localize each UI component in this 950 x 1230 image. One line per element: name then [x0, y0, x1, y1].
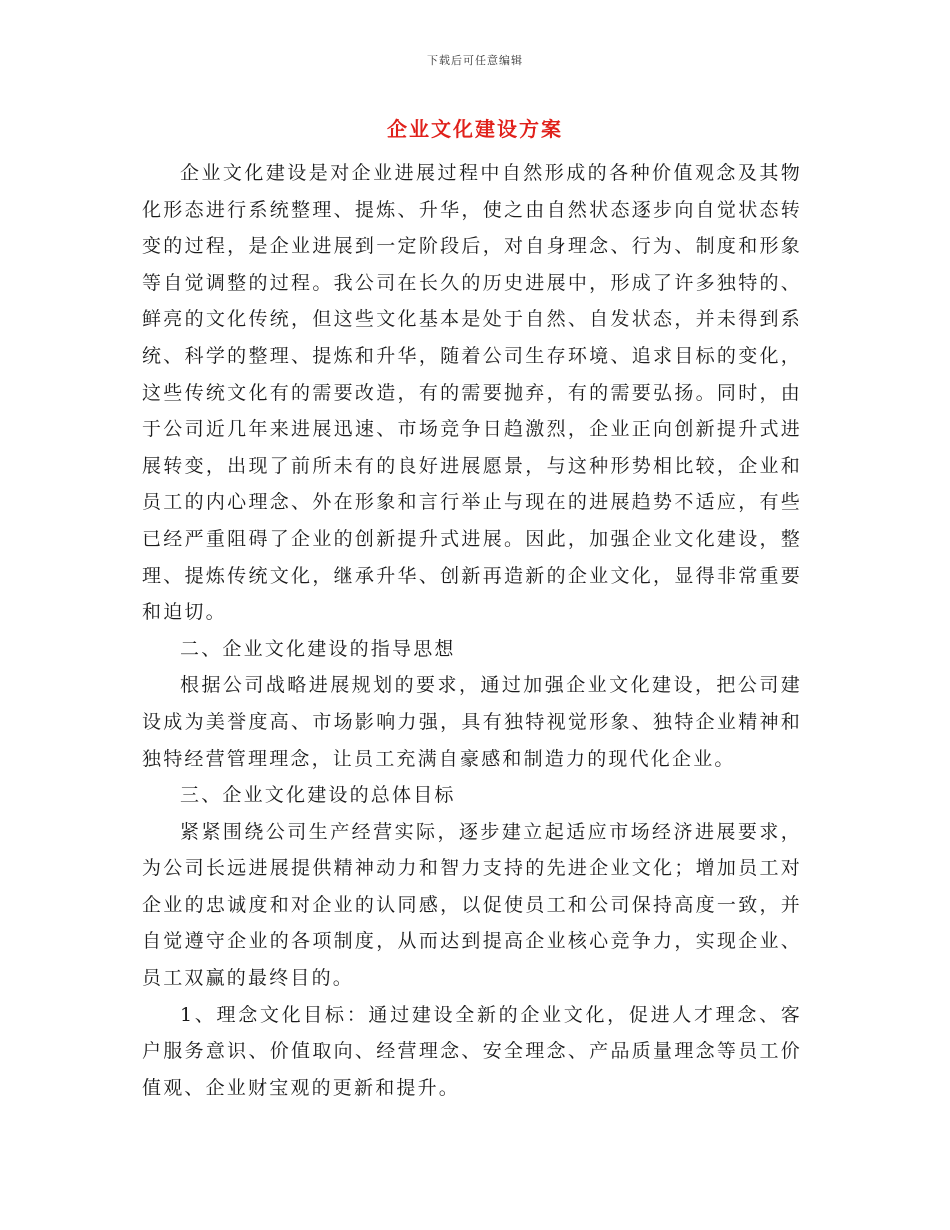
document-body: [142, 155, 802, 1106]
guiding-ideology-paragraph: 根据公司战略进展规划的要求，通过加强企业文化建设，把公司建设成为美誉度高、市场影响力强，具有独特视觉形象、独特企业精神和独特经营管理理念，让员工充满自豪感和制造力的现代化企业。: [142, 674, 802, 770]
section-heading-guiding-ideology: 二、企业文化建设的指导思想: [180, 637, 456, 660]
overall-goals-paragraph: 紧紧围绕公司生产经营实际，逐步建立起适应市场经济进展要求，为公司长远进展提供精神动力和智力支持的先进企业文化；增加员工对企业的忠诚度和对企业的认同感，以促使员工和公司保持高度一致，并自觉遵守企业的各项制度，从而达到提高企业核心竞争力，实现企业、员工双赢的最终目的。: [142, 820, 802, 990]
concept-culture-goal-paragraph: 1、理念文化目标：通过建设全新的企业文化，促进人才理念、客户服务意识、价值取向、经营理念、安全理念、产品质量理念等员工价值观、企业财宝观的更新和提升。: [142, 1003, 802, 1099]
section-heading-overall-goals: 三、企业文化建设的总体目标: [180, 784, 456, 807]
header-note: 下载后可任意编辑: [427, 54, 523, 67]
intro-paragraph: 企业文化建设是对企业进展过程中自然形成的各种价值观念及其物化形态进行系统整理、提炼、升华，使之由自然状态逐步向自觉状态转变的过程，是企业进展到一定阶段后，对自身理念、行为、制度和形象等自觉调整的过程。我公司在长久的历史进展中，形成了许多独特的、鲜亮的文化传统，但这些文化基本是处于自然、自发状态，并未得到系统、科学的整理、提炼和升华，随着公司生存环境、追求目标的变化，这些传统文化有的需要改造，有的需要抛弃，有的需要弘扬。同时，由于公司近几年来进展迅速、市场竞争日趋激烈，企业正向创新提升式进展转变，出现了前所未有的良好进展愿景，与这种形势相比较，企业和员工的内心理念、外在形象和言行举止与现在的进展趋势不适应，有些已经严重阻碍了企业的创新提升式进展。因此，加强企业文化建设，整理、提炼传统文化，继承升华、创新再造新的企业文化，显得非常重要和迫切。: [142, 162, 802, 624]
document-title: 企业文化建设方案: [387, 117, 563, 141]
